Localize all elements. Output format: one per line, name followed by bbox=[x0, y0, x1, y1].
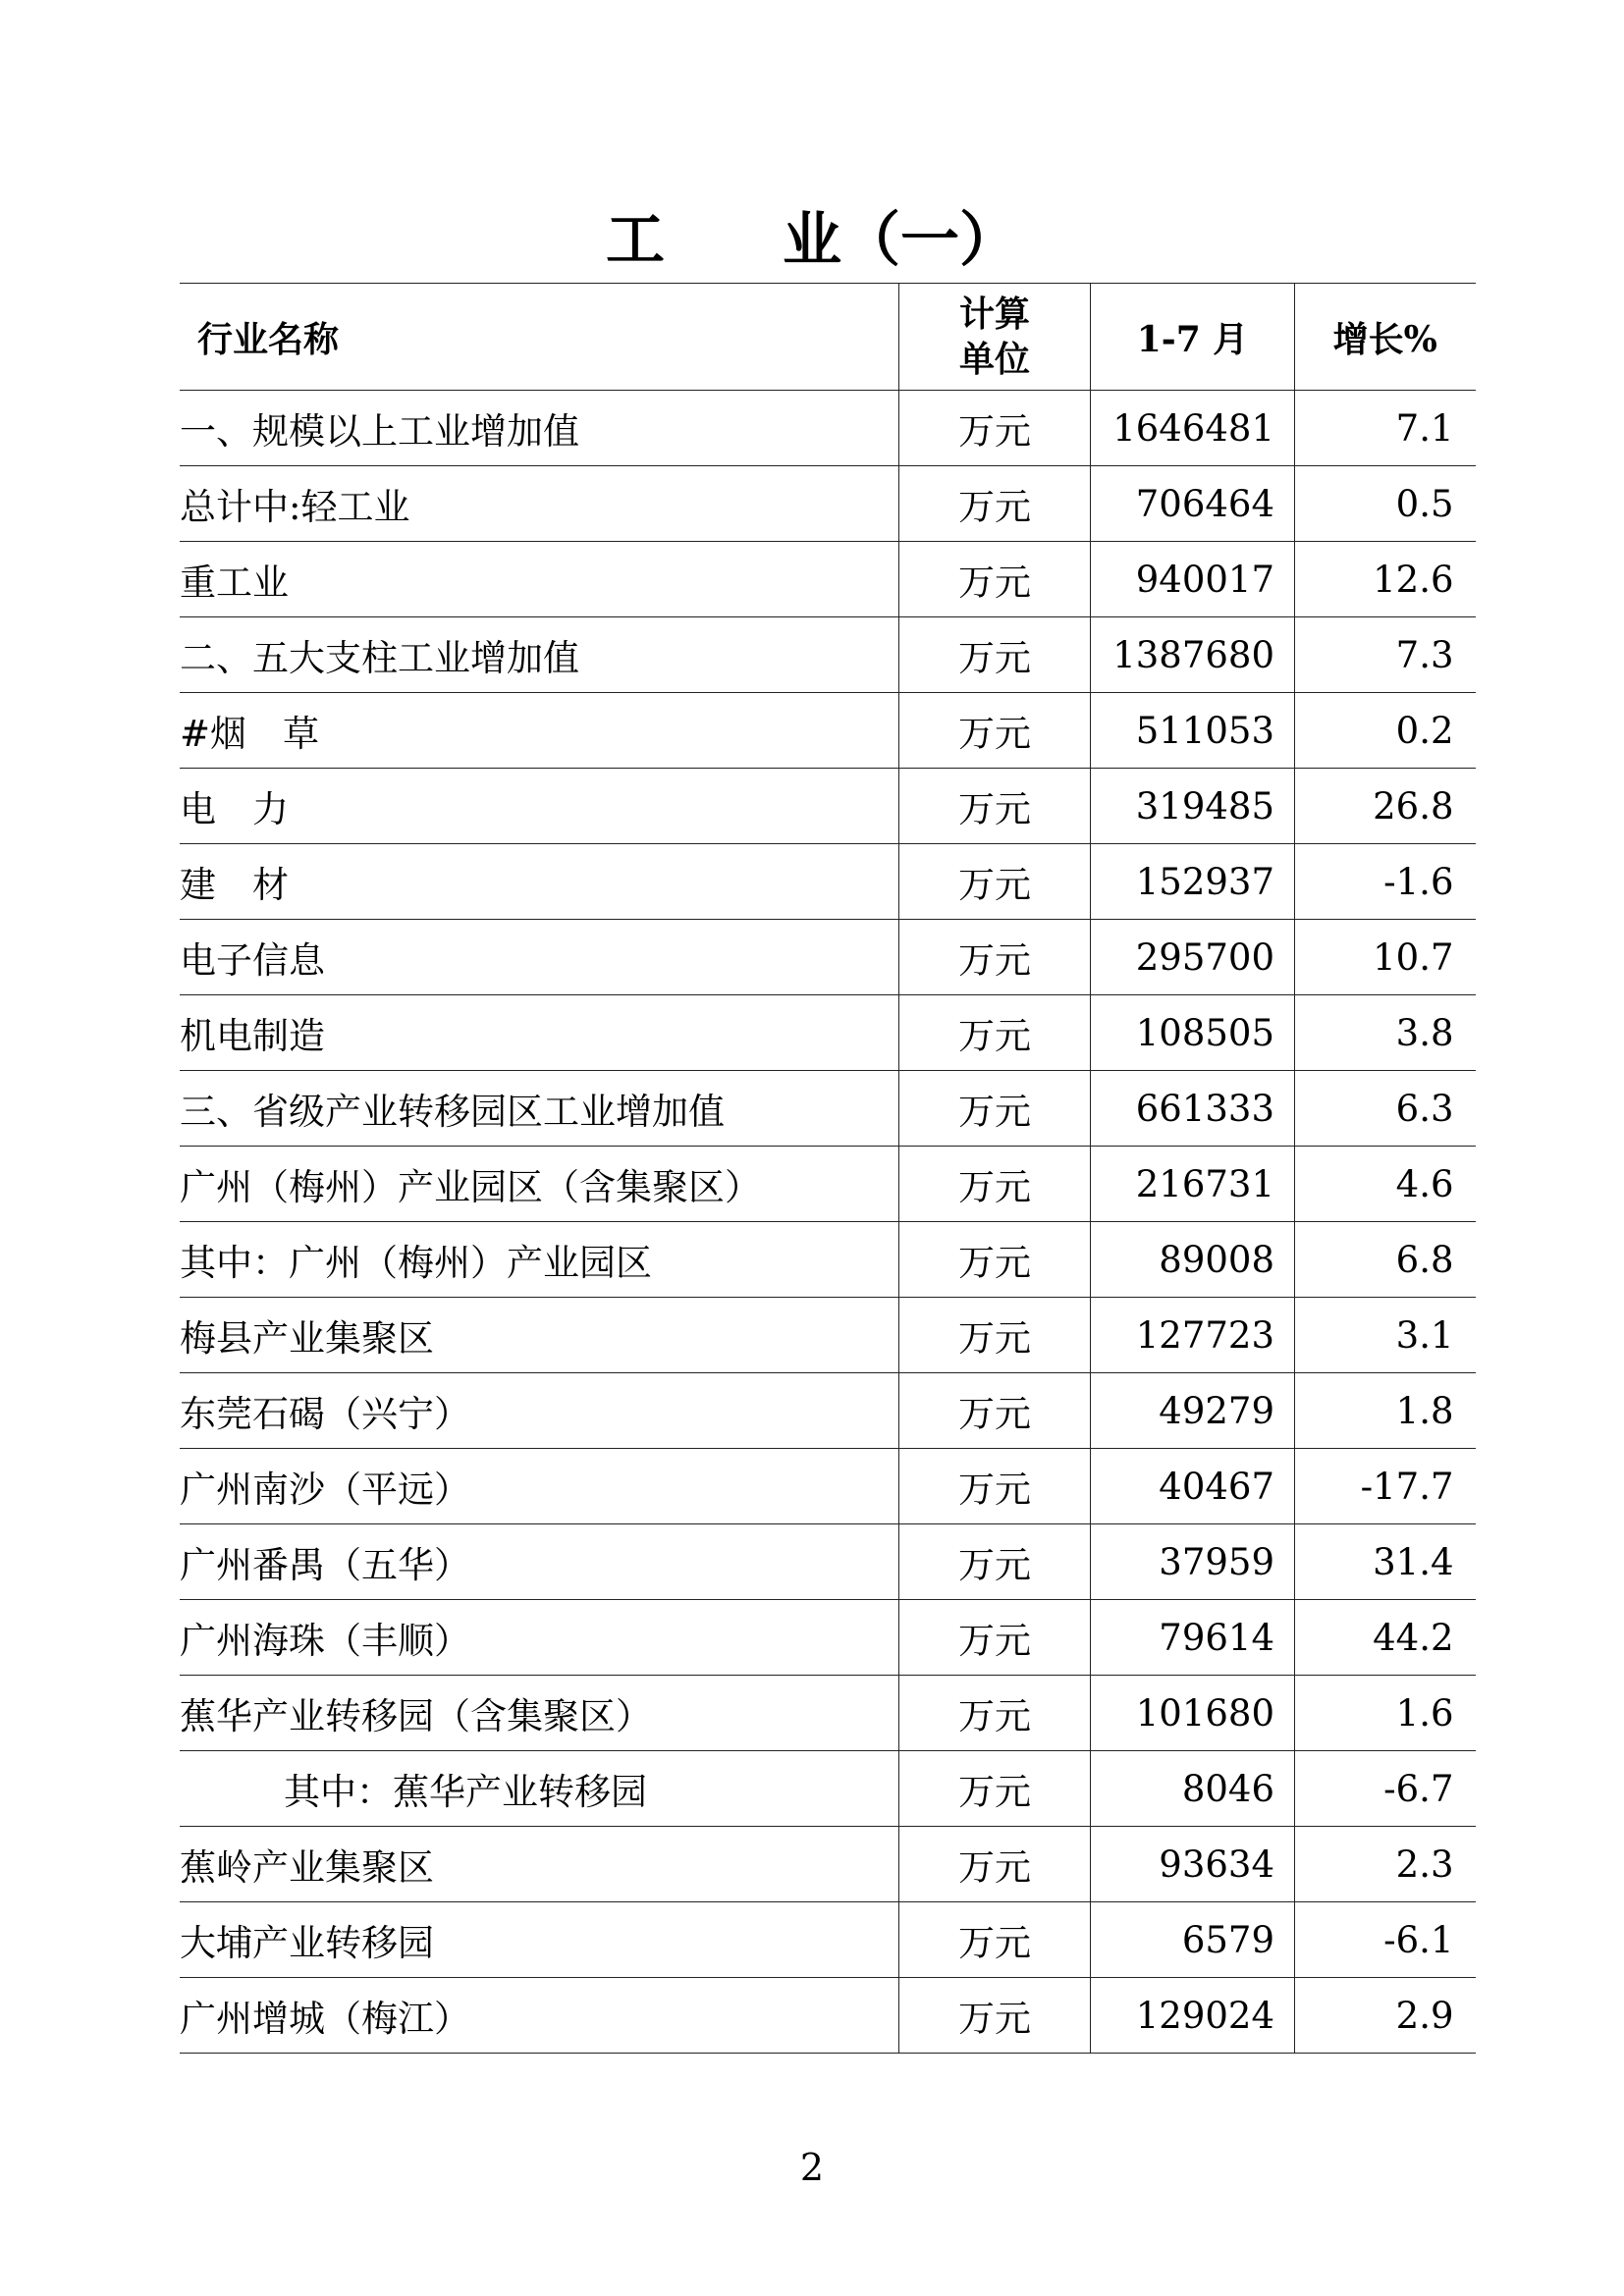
row-name: 蕉华产业转移园（含集聚区） bbox=[180, 1676, 899, 1751]
row-growth: 44.2 bbox=[1295, 1600, 1476, 1676]
table-row bbox=[180, 1902, 1476, 1978]
row-unit: 万元 bbox=[899, 920, 1091, 995]
row-unit: 万元 bbox=[899, 1222, 1091, 1298]
row-value: 661333 bbox=[1091, 1071, 1295, 1147]
header-unit bbox=[899, 284, 1091, 391]
table-row bbox=[180, 1978, 1476, 2054]
table-row bbox=[180, 1827, 1476, 1902]
row-unit: 万元 bbox=[899, 844, 1091, 920]
row-value: 319485 bbox=[1091, 769, 1295, 844]
row-growth: 7.1 bbox=[1295, 391, 1476, 466]
row-growth: 0.2 bbox=[1295, 693, 1476, 769]
row-growth: 2.3 bbox=[1295, 1827, 1476, 1902]
table-row bbox=[180, 1600, 1476, 1676]
table-row bbox=[180, 391, 1476, 466]
row-growth: 1.8 bbox=[1295, 1373, 1476, 1449]
row-value: 37959 bbox=[1091, 1524, 1295, 1600]
row-name: #烟 草 bbox=[180, 693, 899, 769]
row-growth: 31.4 bbox=[1295, 1524, 1476, 1600]
table-row bbox=[180, 1524, 1476, 1600]
row-unit: 万元 bbox=[899, 693, 1091, 769]
row-name: 建 材 bbox=[180, 844, 899, 920]
row-value: 940017 bbox=[1091, 542, 1295, 617]
industry-table bbox=[180, 283, 1476, 2054]
row-growth: -6.7 bbox=[1295, 1751, 1476, 1827]
row-value: 40467 bbox=[1091, 1449, 1295, 1524]
table-header-row bbox=[180, 284, 1476, 391]
row-unit: 万元 bbox=[899, 1298, 1091, 1373]
table-row bbox=[180, 1751, 1476, 1827]
header-unit-line2: 单位 bbox=[958, 339, 1030, 380]
header-unit-line1: 计算 bbox=[958, 294, 1030, 335]
table-row bbox=[180, 617, 1476, 693]
row-unit: 万元 bbox=[899, 466, 1091, 542]
row-name: 电子信息 bbox=[180, 920, 899, 995]
page-title: 工 业（一） bbox=[606, 206, 1018, 275]
row-name: 广州（梅州）产业园区（含集聚区） bbox=[180, 1147, 899, 1222]
row-name: 总计中:轻工业 bbox=[180, 466, 899, 542]
row-value: 127723 bbox=[1091, 1298, 1295, 1373]
row-name: 二、五大支柱工业增加值 bbox=[180, 617, 899, 693]
table-row bbox=[180, 1298, 1476, 1373]
table-row bbox=[180, 542, 1476, 617]
row-value: 1646481 bbox=[1091, 391, 1295, 466]
table-row bbox=[180, 1147, 1476, 1222]
row-unit: 万元 bbox=[899, 1600, 1091, 1676]
row-unit: 万元 bbox=[899, 1676, 1091, 1751]
row-growth: 0.5 bbox=[1295, 466, 1476, 542]
row-name: 三、省级产业转移园区工业增加值 bbox=[180, 1071, 899, 1147]
row-name: 广州南沙（平远） bbox=[180, 1449, 899, 1524]
row-growth: 1.6 bbox=[1295, 1676, 1476, 1751]
row-name: 广州番禺（五华） bbox=[180, 1524, 899, 1600]
row-growth: 26.8 bbox=[1295, 769, 1476, 844]
row-unit: 万元 bbox=[899, 1449, 1091, 1524]
row-growth: 6.8 bbox=[1295, 1222, 1476, 1298]
row-name: 蕉岭产业集聚区 bbox=[180, 1827, 899, 1902]
row-name: 广州海珠（丰顺） bbox=[180, 1600, 899, 1676]
row-value: 1387680 bbox=[1091, 617, 1295, 693]
row-unit: 万元 bbox=[899, 1751, 1091, 1827]
row-value: 129024 bbox=[1091, 1978, 1295, 2054]
row-name: 广州增城（梅江） bbox=[180, 1978, 899, 2054]
row-name: 大埔产业转移园 bbox=[180, 1902, 899, 1978]
row-unit: 万元 bbox=[899, 1071, 1091, 1147]
row-growth: 4.6 bbox=[1295, 1147, 1476, 1222]
table-row bbox=[180, 1373, 1476, 1449]
row-unit: 万元 bbox=[899, 617, 1091, 693]
table-row bbox=[180, 1071, 1476, 1147]
row-value: 49279 bbox=[1091, 1373, 1295, 1449]
row-name: 一、规模以上工业增加值 bbox=[180, 391, 899, 466]
header-period: 1-7 月 bbox=[1091, 284, 1295, 391]
row-growth: 6.3 bbox=[1295, 1071, 1476, 1147]
row-name: 电 力 bbox=[180, 769, 899, 844]
row-value: 216731 bbox=[1091, 1147, 1295, 1222]
row-name: 梅县产业集聚区 bbox=[180, 1298, 899, 1373]
table-row bbox=[180, 920, 1476, 995]
row-growth: -17.7 bbox=[1295, 1449, 1476, 1524]
row-value: 511053 bbox=[1091, 693, 1295, 769]
row-value: 8046 bbox=[1091, 1751, 1295, 1827]
row-unit: 万元 bbox=[899, 1978, 1091, 2054]
row-name: 重工业 bbox=[180, 542, 899, 617]
row-growth: 3.1 bbox=[1295, 1298, 1476, 1373]
table-row bbox=[180, 693, 1476, 769]
row-unit: 万元 bbox=[899, 769, 1091, 844]
table-row bbox=[180, 1676, 1476, 1751]
row-value: 79614 bbox=[1091, 1600, 1295, 1676]
row-unit: 万元 bbox=[899, 1373, 1091, 1449]
row-value: 108505 bbox=[1091, 995, 1295, 1071]
table-row bbox=[180, 1222, 1476, 1298]
row-value: 101680 bbox=[1091, 1676, 1295, 1751]
row-value: 152937 bbox=[1091, 844, 1295, 920]
table-row bbox=[180, 466, 1476, 542]
table-row bbox=[180, 995, 1476, 1071]
row-growth: 2.9 bbox=[1295, 1978, 1476, 2054]
row-growth: 7.3 bbox=[1295, 617, 1476, 693]
row-growth: 3.8 bbox=[1295, 995, 1476, 1071]
row-unit: 万元 bbox=[899, 1147, 1091, 1222]
row-growth: 10.7 bbox=[1295, 920, 1476, 995]
row-value: 89008 bbox=[1091, 1222, 1295, 1298]
page-number: 2 bbox=[799, 2146, 825, 2189]
row-growth: -6.1 bbox=[1295, 1902, 1476, 1978]
row-unit: 万元 bbox=[899, 542, 1091, 617]
row-value: 6579 bbox=[1091, 1902, 1295, 1978]
row-name: 东莞石碣（兴宁） bbox=[180, 1373, 899, 1449]
header-growth: 增长% bbox=[1295, 284, 1476, 391]
row-value: 706464 bbox=[1091, 466, 1295, 542]
row-growth: 12.6 bbox=[1295, 542, 1476, 617]
row-unit: 万元 bbox=[899, 1827, 1091, 1902]
table-row bbox=[180, 844, 1476, 920]
row-value: 93634 bbox=[1091, 1827, 1295, 1902]
row-name: 其中：广州（梅州）产业园区 bbox=[180, 1222, 899, 1298]
header-name: 行业名称 bbox=[180, 284, 899, 391]
row-name: 其中：蕉华产业转移园 bbox=[180, 1751, 899, 1827]
row-name: 机电制造 bbox=[180, 995, 899, 1071]
row-unit: 万元 bbox=[899, 995, 1091, 1071]
table-row bbox=[180, 1449, 1476, 1524]
row-value: 295700 bbox=[1091, 920, 1295, 995]
row-unit: 万元 bbox=[899, 391, 1091, 466]
table-row bbox=[180, 769, 1476, 844]
row-unit: 万元 bbox=[899, 1524, 1091, 1600]
row-growth: -1.6 bbox=[1295, 844, 1476, 920]
row-unit: 万元 bbox=[899, 1902, 1091, 1978]
